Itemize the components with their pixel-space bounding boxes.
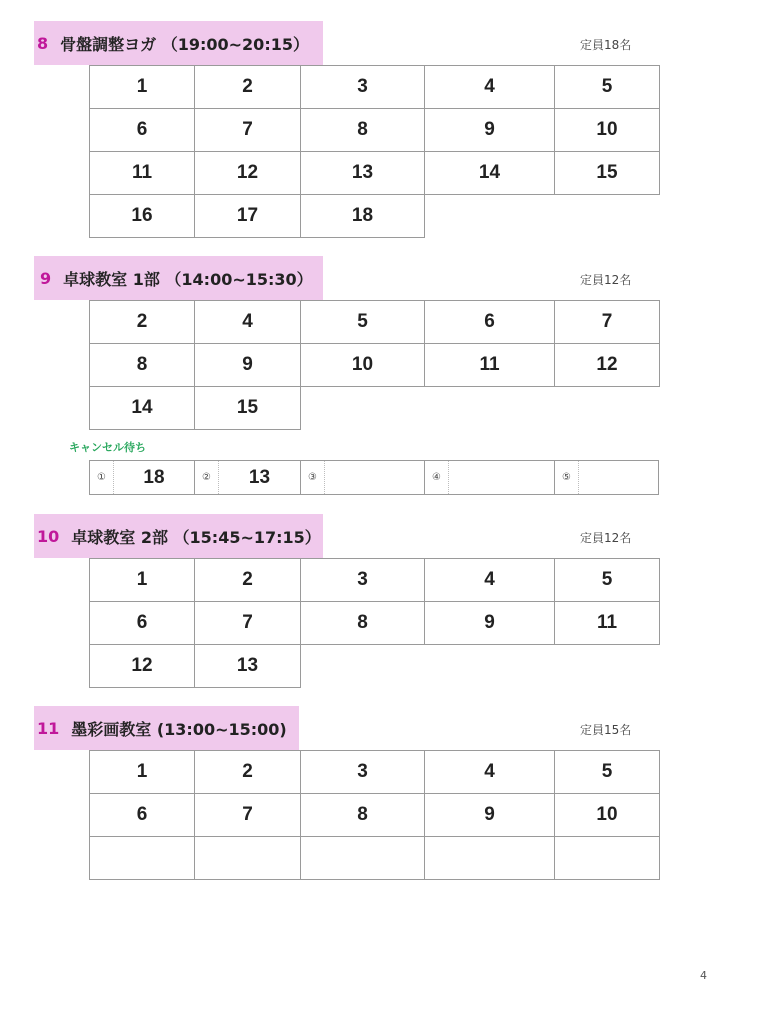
table-cell: 13 [301, 152, 425, 195]
table-cell: 9 [425, 109, 555, 152]
empty-cell [555, 195, 660, 238]
table-cell: 1 [90, 66, 195, 109]
table-cell: 12 [555, 344, 660, 387]
table-row [90, 344, 660, 387]
section-number: 11 [37, 718, 60, 738]
waitlist-slot [195, 461, 301, 494]
table-cell: 17 [195, 195, 301, 238]
empty-cell [425, 645, 555, 688]
empty-cell [555, 645, 660, 688]
table-row [90, 837, 660, 880]
table-row [90, 602, 660, 645]
section-header [34, 256, 323, 300]
table-cell: 4 [195, 301, 301, 344]
table-cell: 8 [301, 602, 425, 645]
table-cell: 6 [90, 109, 195, 152]
table-cell: 2 [195, 66, 301, 109]
slot-number: ① [90, 461, 114, 494]
empty-cell [425, 195, 555, 238]
section-number: 8 [37, 33, 49, 53]
slot-number: ② [195, 461, 219, 494]
table-cell: 7 [555, 301, 660, 344]
slot-number: ④ [425, 461, 449, 494]
table-cell [195, 837, 301, 880]
section-title: 骨盤調整ヨガ （19:00~20:15） [60, 34, 309, 54]
table-cell: 11 [90, 152, 195, 195]
table-row [90, 301, 660, 344]
empty-cell [301, 645, 425, 688]
table-cell: 14 [425, 152, 555, 195]
section-header [34, 514, 323, 558]
table-cell: 1 [90, 559, 195, 602]
table-cell: 3 [301, 559, 425, 602]
table-cell: 2 [195, 751, 301, 794]
table-row [90, 66, 660, 109]
empty-cell [555, 387, 660, 430]
slot-value: 13 [248, 466, 271, 488]
section-header [34, 706, 299, 750]
slot-value [325, 461, 424, 494]
table-row [90, 559, 660, 602]
slot-value [449, 461, 554, 494]
table-cell [301, 837, 425, 880]
table-row [90, 794, 660, 837]
table-row [90, 387, 660, 430]
capacity-label: 定員12名 [580, 531, 632, 545]
waitlist-slot [425, 461, 555, 494]
table-cell [555, 837, 660, 880]
table-cell: 6 [90, 602, 195, 645]
table-cell: 6 [425, 301, 555, 344]
section-number: 10 [37, 526, 60, 546]
table-cell: 4 [425, 66, 555, 109]
participant-table [89, 558, 660, 688]
section-title: 卓球教室 1部 （14:00~15:30） [63, 269, 313, 289]
table-row [90, 195, 660, 238]
waitlist-slot [555, 461, 658, 494]
table-cell: 11 [555, 602, 660, 645]
table-row [90, 109, 660, 152]
table-cell: 10 [555, 794, 660, 837]
slot-value: 18 [143, 466, 165, 488]
section-title: 卓球教室 2部 （15:45~17:15） [71, 527, 321, 547]
capacity-label: 定員18名 [580, 38, 632, 52]
table-cell: 2 [90, 301, 195, 344]
table-cell [90, 837, 195, 880]
capacity-label: 定員15名 [580, 723, 632, 737]
table-cell: 5 [555, 751, 660, 794]
table-cell: 14 [90, 387, 195, 430]
waitlist-slot [301, 461, 425, 494]
table-cell: 12 [90, 645, 195, 688]
empty-cell [425, 387, 555, 430]
table-cell: 12 [195, 152, 301, 195]
table-cell: 2 [195, 559, 301, 602]
table-cell: 7 [195, 109, 301, 152]
table-cell: 9 [425, 794, 555, 837]
participant-table [89, 300, 660, 430]
table-cell: 6 [90, 794, 195, 837]
table-cell: 4 [425, 751, 555, 794]
slot-number: ⑤ [555, 461, 579, 494]
table-cell [425, 837, 555, 880]
section-header [34, 21, 323, 65]
waitlist-table [89, 460, 659, 495]
table-cell: 15 [195, 387, 301, 430]
table-row [90, 751, 660, 794]
table-cell: 4 [425, 559, 555, 602]
participant-table [89, 65, 660, 238]
table-row [90, 645, 660, 688]
participant-table [89, 750, 660, 880]
table-cell: 8 [90, 344, 195, 387]
table-cell: 8 [301, 109, 425, 152]
slot-value [579, 461, 658, 494]
page-number: 4 [700, 969, 707, 982]
waitlist-slot [90, 461, 195, 494]
table-cell: 5 [555, 559, 660, 602]
table-cell: 10 [301, 344, 425, 387]
slot-number: ③ [301, 461, 325, 494]
table-cell: 16 [90, 195, 195, 238]
table-cell: 18 [301, 195, 425, 238]
table-cell: 1 [90, 751, 195, 794]
table-cell: 15 [555, 152, 660, 195]
table-cell: 5 [555, 66, 660, 109]
section-number: 9 [40, 268, 52, 288]
table-cell: 9 [425, 602, 555, 645]
table-cell: 8 [301, 794, 425, 837]
capacity-label: 定員12名 [580, 273, 632, 287]
table-cell: 5 [301, 301, 425, 344]
table-cell: 11 [425, 344, 555, 387]
table-cell: 3 [301, 751, 425, 794]
table-cell: 13 [195, 645, 301, 688]
table-cell: 7 [195, 794, 301, 837]
table-cell: 10 [555, 109, 660, 152]
section-title: 墨彩画教室 (13:00~15:00) [71, 719, 287, 739]
table-row [90, 152, 660, 195]
empty-cell [301, 387, 425, 430]
table-cell: 9 [195, 344, 301, 387]
table-cell: 3 [301, 66, 425, 109]
table-cell: 7 [195, 602, 301, 645]
waitlist-label: キャンセル待ち [69, 441, 146, 454]
